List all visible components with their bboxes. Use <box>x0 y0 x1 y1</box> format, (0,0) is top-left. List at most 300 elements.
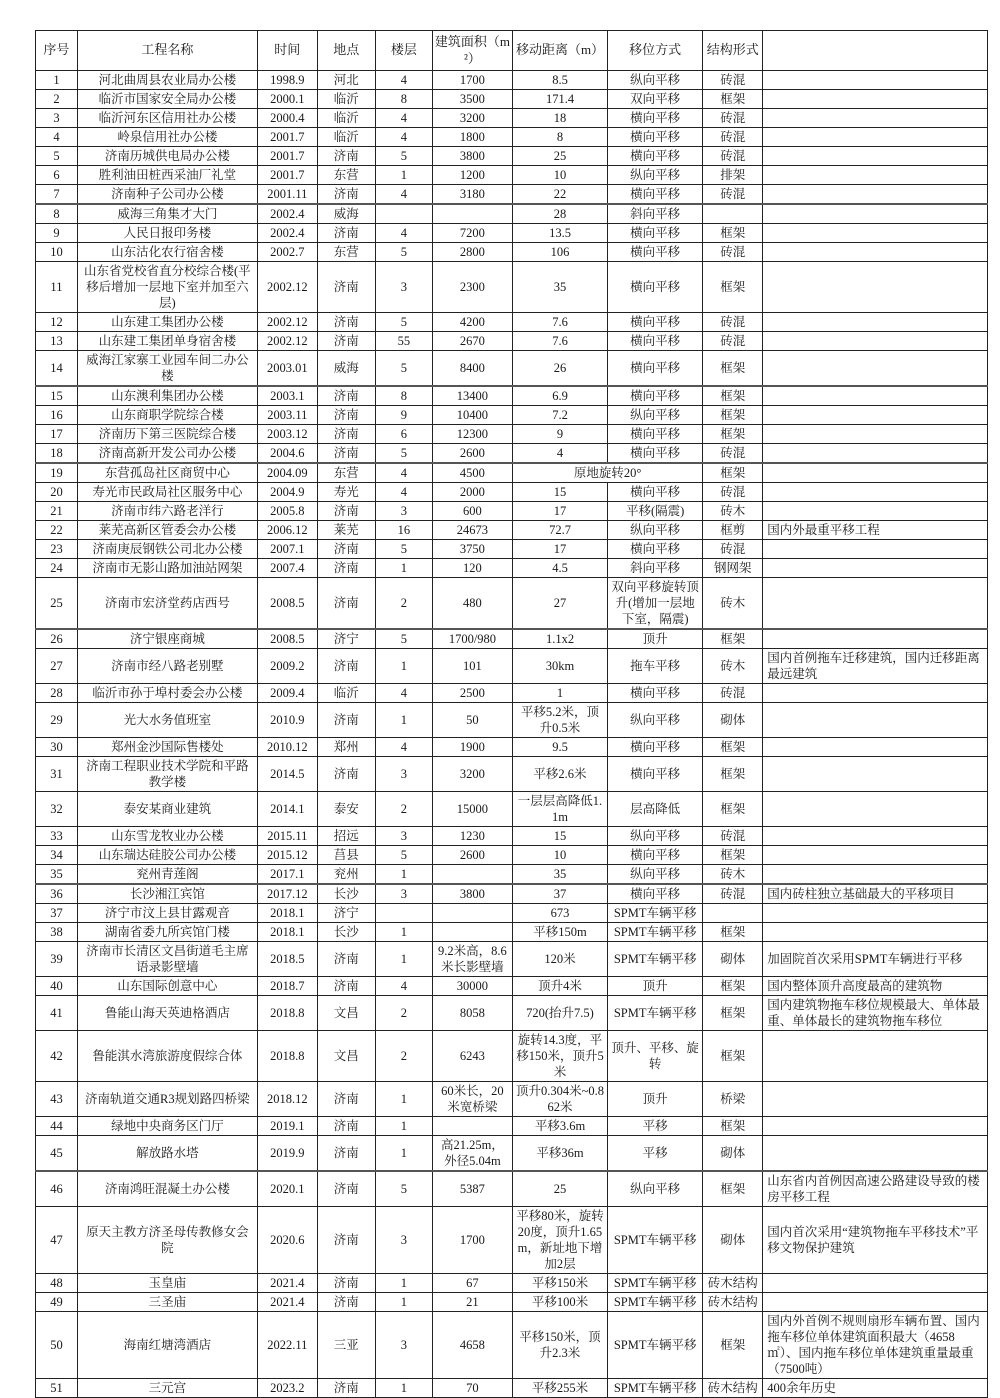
cell-place: 济南 <box>317 1117 375 1136</box>
cell-name: 鲁能淇水湾旅游度假综合体 <box>77 1031 257 1082</box>
cell-place: 招远 <box>317 827 375 846</box>
cell-time: 2003.1 <box>257 386 317 406</box>
cell-time: 2017.1 <box>257 865 317 885</box>
cell-area: 1800 <box>432 128 512 147</box>
cell-structure: 排架 <box>703 166 763 185</box>
cell-note <box>763 923 988 942</box>
cell-no: 12 <box>36 313 78 332</box>
cell-no: 31 <box>36 757 78 792</box>
cell-structure: 砖混 <box>703 71 763 90</box>
cell-place: 济南 <box>317 757 375 792</box>
cell-note <box>763 904 988 923</box>
cell-note <box>763 1082 988 1117</box>
cell-method: SPMT车辆平移 <box>608 904 703 923</box>
cell-structure <box>703 904 763 923</box>
cell-time: 2021.4 <box>257 1293 317 1312</box>
cell-area: 3500 <box>432 90 512 109</box>
cell-method: 纵向平移 <box>608 521 703 540</box>
cell-name: 寿光市民政局社区服务中心 <box>77 483 257 502</box>
cell-name: 莱芜高新区管委会办公楼 <box>77 521 257 540</box>
cell-name: 济南历下第三医院综合楼 <box>77 425 257 444</box>
cell-structure: 砖混 <box>703 147 763 166</box>
cell-structure: 砖混 <box>703 827 763 846</box>
cell-time: 2018.8 <box>257 996 317 1031</box>
cell-time: 2023.2 <box>257 1379 317 1398</box>
cell-method: SPMT车辆平移 <box>608 1312 703 1379</box>
cell-place: 济南 <box>317 224 375 243</box>
cell-name: 济南鸿旺混凝土办公楼 <box>77 1171 257 1207</box>
cell-floors: 5 <box>375 1171 432 1207</box>
cell-no: 26 <box>36 629 78 649</box>
cell-name: 东营孤岛社区商贸中心 <box>77 463 257 483</box>
cell-distance: 673 <box>512 904 607 923</box>
cell-note <box>763 204 988 224</box>
cell-no: 29 <box>36 703 78 738</box>
cell-place: 济南 <box>317 942 375 977</box>
cell-time: 2019.1 <box>257 1117 317 1136</box>
cell-distance: 15 <box>512 483 607 502</box>
cell-time: 2006.12 <box>257 521 317 540</box>
cell-name: 临沂河东区信用社办公楼 <box>77 109 257 128</box>
cell-name: 济南历城供电局办公楼 <box>77 147 257 166</box>
table-row <box>36 71 988 90</box>
cell-floors: 9 <box>375 406 432 425</box>
cell-time: 2018.7 <box>257 977 317 996</box>
cell-time: 2001.7 <box>257 128 317 147</box>
cell-area: 4658 <box>432 1312 512 1379</box>
cell-no: 33 <box>36 827 78 846</box>
cell-floors: 4 <box>375 109 432 128</box>
cell-time: 2002.4 <box>257 204 317 224</box>
cell-name: 山东沽化农行宿舍楼 <box>77 243 257 262</box>
cell-no: 34 <box>36 846 78 865</box>
cell-name: 海南红塘湾酒店 <box>77 1312 257 1379</box>
cell-distance: 7.6 <box>512 313 607 332</box>
cell-distance: 顶升0.304米~0.862米 <box>512 1082 607 1117</box>
cell-area: 2670 <box>432 332 512 351</box>
cell-structure: 砖混 <box>703 483 763 502</box>
cell-structure: 砌体 <box>703 1136 763 1172</box>
cell-method: 层高降低 <box>608 792 703 827</box>
cell-floors: 5 <box>375 147 432 166</box>
table-row <box>36 827 988 846</box>
cell-structure: 框架 <box>703 738 763 757</box>
cell-place: 寿光 <box>317 483 375 502</box>
cell-distance: 1 <box>512 684 607 703</box>
cell-structure: 砖木结构 <box>703 1293 763 1312</box>
table-row <box>36 166 988 185</box>
cell-no: 5 <box>36 147 78 166</box>
cell-note <box>763 185 988 205</box>
cell-method: 横向平移 <box>608 185 703 205</box>
cell-method: 纵向平移 <box>608 406 703 425</box>
cell-name: 山东建工集团单身宿舍楼 <box>77 332 257 351</box>
cell-area: 高21.25m，外径5.04m <box>432 1136 512 1172</box>
cell-floors: 5 <box>375 846 432 865</box>
cell-area: 15000 <box>432 792 512 827</box>
cell-name: 山东省党校省直分校综合楼(平移后增加一层地下室并加至六层) <box>77 262 257 313</box>
cell-method: SPMT车辆平移 <box>608 1293 703 1312</box>
cell-note <box>763 846 988 865</box>
column-header-7: 移位方式 <box>608 31 703 71</box>
cell-method: 斜向平移 <box>608 204 703 224</box>
table-row <box>36 792 988 827</box>
cell-floors: 1 <box>375 942 432 977</box>
table-row <box>36 1117 988 1136</box>
cell-name: 济南市纬六路老洋行 <box>77 502 257 521</box>
cell-no: 20 <box>36 483 78 502</box>
cell-note <box>763 262 988 313</box>
cell-floors: 4 <box>375 977 432 996</box>
cell-structure: 砌体 <box>703 942 763 977</box>
cell-note <box>763 865 988 885</box>
table-row <box>36 559 988 578</box>
cell-place: 临沂 <box>317 684 375 703</box>
cell-time: 2005.8 <box>257 502 317 521</box>
column-header-5: 建筑面积（m²） <box>432 31 512 71</box>
cell-name: 山东建工集团办公楼 <box>77 313 257 332</box>
projects-table <box>35 30 988 1398</box>
table-row <box>36 90 988 109</box>
cell-time: 2008.5 <box>257 629 317 649</box>
column-header-6: 移动距离（m） <box>512 31 607 71</box>
cell-time: 2020.1 <box>257 1171 317 1207</box>
cell-no: 1 <box>36 71 78 90</box>
cell-structure: 砖混 <box>703 444 763 464</box>
cell-note <box>763 147 988 166</box>
cell-no: 6 <box>36 166 78 185</box>
cell-distance: 6.9 <box>512 386 607 406</box>
cell-note: 国内整体顶升高度最高的建筑物 <box>763 977 988 996</box>
cell-time: 2009.2 <box>257 649 317 684</box>
cell-note <box>763 109 988 128</box>
cell-structure: 框架 <box>703 977 763 996</box>
cell-no: 25 <box>36 578 78 630</box>
cell-time: 2019.9 <box>257 1136 317 1172</box>
cell-no: 50 <box>36 1312 78 1379</box>
cell-method: 横向平移 <box>608 483 703 502</box>
cell-time: 2002.7 <box>257 243 317 262</box>
cell-method: 双向平移 <box>608 90 703 109</box>
cell-floors: 5 <box>375 243 432 262</box>
cell-place: 济南 <box>317 425 375 444</box>
cell-floors: 3 <box>375 884 432 904</box>
cell-no: 13 <box>36 332 78 351</box>
cell-floors: 2 <box>375 792 432 827</box>
cell-place: 莒县 <box>317 846 375 865</box>
table-row <box>36 923 988 942</box>
cell-area: 2600 <box>432 444 512 464</box>
cell-floors: 1 <box>375 865 432 885</box>
table-row <box>36 996 988 1031</box>
cell-name: 临沂市孙于埠村委会办公楼 <box>77 684 257 703</box>
cell-time: 2003.12 <box>257 425 317 444</box>
cell-note <box>763 629 988 649</box>
cell-no: 47 <box>36 1207 78 1274</box>
cell-floors: 16 <box>375 521 432 540</box>
cell-no: 32 <box>36 792 78 827</box>
cell-distance: 平移100米 <box>512 1293 607 1312</box>
cell-method: 横向平移 <box>608 846 703 865</box>
cell-no: 23 <box>36 540 78 559</box>
cell-note: 国内首次采用“建筑物拖车平移技术”平移文物保护建筑 <box>763 1207 988 1274</box>
cell-structure: 框架 <box>703 224 763 243</box>
cell-area: 8058 <box>432 996 512 1031</box>
cell-time: 2002.12 <box>257 332 317 351</box>
cell-floors: 1 <box>375 1082 432 1117</box>
cell-structure: 框架 <box>703 463 763 483</box>
cell-area: 3200 <box>432 757 512 792</box>
cell-method: 横向平移 <box>608 332 703 351</box>
table-row <box>36 1136 988 1172</box>
cell-no: 35 <box>36 865 78 885</box>
cell-note: 国内砖柱独立基础最大的平移项目 <box>763 884 988 904</box>
cell-floors: 1 <box>375 649 432 684</box>
cell-floors: 4 <box>375 224 432 243</box>
cell-no: 45 <box>36 1136 78 1172</box>
cell-distance: 原地旋转20° <box>512 463 702 483</box>
table-row <box>36 109 988 128</box>
cell-structure: 框架 <box>703 1312 763 1379</box>
cell-area: 2300 <box>432 262 512 313</box>
cell-distance: 平移150米 <box>512 1274 607 1293</box>
cell-area: 21 <box>432 1293 512 1312</box>
cell-method: 横向平移 <box>608 243 703 262</box>
cell-no: 21 <box>36 502 78 521</box>
cell-area: 30000 <box>432 977 512 996</box>
table-row <box>36 942 988 977</box>
table-row <box>36 884 988 904</box>
cell-note <box>763 483 988 502</box>
cell-note: 国内外首例不规则扇形车辆布置、国内拖车移位单体建筑面积最大（4658㎡）、国内拖车移位单体建筑重量最重（7500吨） <box>763 1312 988 1379</box>
cell-floors <box>375 904 432 923</box>
cell-floors: 5 <box>375 313 432 332</box>
table-row <box>36 649 988 684</box>
cell-structure: 框架 <box>703 923 763 942</box>
cell-structure: 框架 <box>703 406 763 425</box>
cell-no: 8 <box>36 204 78 224</box>
cell-structure: 框架 <box>703 846 763 865</box>
cell-name: 济南庚辰钢铁公司北办公楼 <box>77 540 257 559</box>
cell-area: 6243 <box>432 1031 512 1082</box>
cell-note: 加固院首次采用SPMT车辆进行平移 <box>763 942 988 977</box>
cell-name: 济南市长清区文昌街道毛主席语录影壁墙 <box>77 942 257 977</box>
cell-floors: 1 <box>375 1274 432 1293</box>
cell-note <box>763 128 988 147</box>
cell-area: 1700 <box>432 71 512 90</box>
cell-area: 4200 <box>432 313 512 332</box>
cell-place: 三亚 <box>317 1312 375 1379</box>
cell-method: 纵向平移 <box>608 71 703 90</box>
cell-distance: 15 <box>512 827 607 846</box>
cell-area: 1900 <box>432 738 512 757</box>
cell-area <box>432 1117 512 1136</box>
cell-floors: 3 <box>375 827 432 846</box>
cell-name: 济南市经八路老别墅 <box>77 649 257 684</box>
cell-place: 济南 <box>317 406 375 425</box>
cell-distance: 7.6 <box>512 332 607 351</box>
cell-name: 济南轨道交通R3规划路四桥梁 <box>77 1082 257 1117</box>
cell-note <box>763 386 988 406</box>
cell-place: 济南 <box>317 540 375 559</box>
cell-note <box>763 351 988 387</box>
cell-time: 2018.1 <box>257 904 317 923</box>
cell-no: 11 <box>36 262 78 313</box>
cell-floors: 3 <box>375 262 432 313</box>
cell-no: 38 <box>36 923 78 942</box>
cell-no: 16 <box>36 406 78 425</box>
cell-note <box>763 243 988 262</box>
cell-no: 51 <box>36 1379 78 1398</box>
cell-note <box>763 578 988 630</box>
table-row <box>36 351 988 387</box>
cell-area: 1200 <box>432 166 512 185</box>
cell-method: 横向平移 <box>608 738 703 757</box>
cell-time: 2010.9 <box>257 703 317 738</box>
cell-no: 2 <box>36 90 78 109</box>
table-row <box>36 1312 988 1379</box>
cell-name: 郑州金沙国际售楼处 <box>77 738 257 757</box>
cell-floors: 4 <box>375 483 432 502</box>
cell-place: 济南 <box>317 649 375 684</box>
cell-note <box>763 90 988 109</box>
cell-time: 2003.01 <box>257 351 317 387</box>
table-row <box>36 243 988 262</box>
cell-no: 30 <box>36 738 78 757</box>
cell-area: 480 <box>432 578 512 630</box>
cell-structure: 砌体 <box>703 1207 763 1274</box>
cell-note <box>763 166 988 185</box>
cell-area: 12300 <box>432 425 512 444</box>
cell-name: 人民日报印务楼 <box>77 224 257 243</box>
cell-time: 2000.4 <box>257 109 317 128</box>
column-header-1: 工程名称 <box>77 31 257 71</box>
cell-place: 威海 <box>317 204 375 224</box>
cell-place: 临沂 <box>317 90 375 109</box>
cell-no: 22 <box>36 521 78 540</box>
cell-no: 10 <box>36 243 78 262</box>
cell-distance: 13.5 <box>512 224 607 243</box>
cell-distance: 120米 <box>512 942 607 977</box>
cell-name: 济南市无影山路加油站网架 <box>77 559 257 578</box>
cell-time: 2004.6 <box>257 444 317 464</box>
cell-no: 37 <box>36 904 78 923</box>
table-row <box>36 1293 988 1312</box>
cell-note <box>763 1293 988 1312</box>
cell-note <box>763 463 988 483</box>
cell-distance: 一层层高降低1.1m <box>512 792 607 827</box>
cell-time: 2022.11 <box>257 1312 317 1379</box>
cell-name: 河北曲周县农业局办公楼 <box>77 71 257 90</box>
cell-note <box>763 502 988 521</box>
cell-distance: 22 <box>512 185 607 205</box>
cell-time: 2014.5 <box>257 757 317 792</box>
cell-distance: 27 <box>512 578 607 630</box>
cell-method: 纵向平移 <box>608 1171 703 1207</box>
cell-note <box>763 332 988 351</box>
table-row <box>36 224 988 243</box>
cell-structure: 框架 <box>703 1031 763 1082</box>
cell-area: 7200 <box>432 224 512 243</box>
table-row <box>36 1082 988 1117</box>
table-row <box>36 313 988 332</box>
cell-note: 国内建筑物拖车移位规模最大、单体最重、单体最长的建筑物拖车移位 <box>763 996 988 1031</box>
cell-floors: 55 <box>375 332 432 351</box>
cell-name: 湖南省委九所宾馆门楼 <box>77 923 257 942</box>
cell-name: 岭泉信用社办公楼 <box>77 128 257 147</box>
table-row <box>36 757 988 792</box>
cell-area: 1230 <box>432 827 512 846</box>
cell-floors: 4 <box>375 128 432 147</box>
cell-time: 2003.11 <box>257 406 317 425</box>
cell-distance: 35 <box>512 262 607 313</box>
cell-structure: 框架 <box>703 351 763 387</box>
cell-time: 2017.12 <box>257 884 317 904</box>
cell-place: 济南 <box>317 559 375 578</box>
cell-place: 济南 <box>317 578 375 630</box>
cell-no: 46 <box>36 1171 78 1207</box>
cell-note <box>763 71 988 90</box>
cell-name: 济南工程职业技术学院和平路教学楼 <box>77 757 257 792</box>
cell-area: 5387 <box>432 1171 512 1207</box>
cell-note <box>763 1136 988 1172</box>
table-row <box>36 185 988 205</box>
cell-time: 2004.9 <box>257 483 317 502</box>
cell-method: 顶升 <box>608 629 703 649</box>
cell-floors: 2 <box>375 996 432 1031</box>
cell-distance: 17 <box>512 502 607 521</box>
cell-distance: 106 <box>512 243 607 262</box>
table-row <box>36 444 988 464</box>
cell-floors: 1 <box>375 1136 432 1172</box>
table-row <box>36 463 988 483</box>
cell-method: 顶升 <box>608 1082 703 1117</box>
cell-no: 14 <box>36 351 78 387</box>
cell-area: 13400 <box>432 386 512 406</box>
cell-floors: 4 <box>375 71 432 90</box>
table-row <box>36 386 988 406</box>
table-row <box>36 1274 988 1293</box>
cell-floors: 1 <box>375 1293 432 1312</box>
cell-distance: 平移36m <box>512 1136 607 1172</box>
cell-time: 2008.5 <box>257 578 317 630</box>
cell-method: 横向平移 <box>608 351 703 387</box>
cell-area: 120 <box>432 559 512 578</box>
cell-distance: 28 <box>512 204 607 224</box>
cell-area <box>432 204 512 224</box>
cell-place: 济宁 <box>317 904 375 923</box>
table-row <box>36 483 988 502</box>
cell-area: 8400 <box>432 351 512 387</box>
cell-distance: 平移3.6m <box>512 1117 607 1136</box>
cell-name: 玉皇庙 <box>77 1274 257 1293</box>
cell-area: 2500 <box>432 684 512 703</box>
cell-name: 济宁市汶上县甘露观音 <box>77 904 257 923</box>
cell-structure: 砖混 <box>703 313 763 332</box>
cell-name: 光大水务值班室 <box>77 703 257 738</box>
cell-place: 济南 <box>317 1293 375 1312</box>
cell-time: 2020.6 <box>257 1207 317 1274</box>
cell-no: 18 <box>36 444 78 464</box>
cell-place: 临沂 <box>317 109 375 128</box>
cell-time: 2018.5 <box>257 942 317 977</box>
cell-structure: 砌体 <box>703 703 763 738</box>
cell-structure: 框架 <box>703 386 763 406</box>
cell-floors: 1 <box>375 703 432 738</box>
cell-floors: 8 <box>375 386 432 406</box>
cell-distance: 8 <box>512 128 607 147</box>
cell-floors: 5 <box>375 629 432 649</box>
